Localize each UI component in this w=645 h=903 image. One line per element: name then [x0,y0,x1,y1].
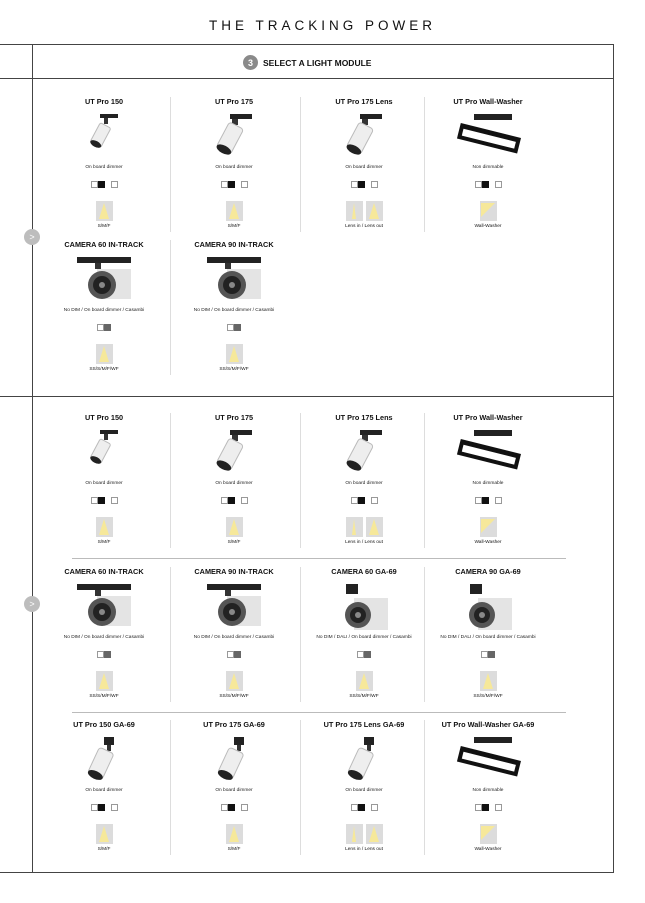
finish-swatches[interactable] [170,181,298,188]
product-image [40,255,168,306]
product-card[interactable] [300,567,428,702]
beam-angle-icon [366,824,383,844]
finish-swatches[interactable] [170,324,298,331]
column-divider [300,567,301,702]
beam-options [300,671,428,691]
dimming-option: On board dimmer [85,788,123,793]
beam-angle-icon [96,517,113,537]
product-card[interactable] [424,413,552,548]
beam-options [170,344,298,364]
beam-angle-icon [346,201,363,221]
row-divider [72,712,566,713]
finish-swatches[interactable] [300,651,428,658]
product-card[interactable] [424,97,552,232]
finish-swatch-white-black[interactable] [221,804,235,811]
beam-label: SS/S/M/F/WF [219,694,249,699]
product-card[interactable] [300,720,428,855]
white-swatch [475,181,482,188]
finish-swatch-white-black[interactable] [475,181,489,188]
white-swatch [221,181,228,188]
finish-swatch-white-grey[interactable] [227,651,241,658]
beam-angle-icon [480,671,497,691]
product-name: CAMERA 90 GA-69 [455,567,521,576]
product-image [170,735,298,788]
beam-angle-icon [480,824,497,844]
white-swatch[interactable] [495,804,502,811]
white-swatch [91,181,98,188]
dimming-option: On board dimmer [85,481,123,486]
column-divider [170,413,171,548]
beam-angle-icon [226,517,243,537]
step-indicator [243,55,371,70]
grey-swatch [488,651,495,658]
product-card[interactable] [300,97,428,232]
product-image [40,582,168,633]
beam-angle-icon [96,344,113,364]
dimming-option: Non dimmable [472,788,504,793]
finish-swatches[interactable] [40,181,168,188]
left-rule [32,45,33,78]
beam-label: SS/S/M/F/WF [219,367,249,372]
black-swatch [98,804,105,811]
finish-swatches[interactable] [424,181,552,188]
product-name: UT Pro 175 GA-69 [203,720,265,729]
beam-angle-icon [346,824,363,844]
product-card[interactable] [170,240,298,375]
column-divider [300,413,301,548]
beam-label: SS/S/M/F/WF [89,694,119,699]
beam-label: Lens in / Lens out [345,540,383,545]
beam-options [40,671,168,691]
step-label: SELECT A LIGHT MODULE [263,57,372,68]
black-swatch [228,804,235,811]
white-swatch[interactable] [241,804,248,811]
dimming-option: On board dimmer [345,165,383,170]
product-image [40,735,168,788]
white-swatch[interactable] [495,181,502,188]
white-swatch [227,651,234,658]
finish-swatch-white-black[interactable] [351,497,365,504]
beam-label: Lens in / Lens out [345,224,383,229]
finish-swatch-white-black[interactable] [475,497,489,504]
product-image [424,428,552,479]
product-image [300,735,428,788]
grey-swatch [104,324,111,331]
finish-swatch-white-black[interactable] [475,804,489,811]
grey-swatch [104,651,111,658]
product-image [424,112,552,163]
white-swatch [221,804,228,811]
white-swatch [351,497,358,504]
beam-label: S/M/F [227,847,241,852]
section-1-select-arrow[interactable]: > [24,229,40,245]
beam-label: Lens in / Lens out [345,847,383,852]
finish-swatch-white-grey[interactable] [357,651,371,658]
column-divider [170,567,171,702]
black-swatch [358,181,365,188]
beam-angle-icon [356,671,373,691]
product-name: UT Pro Wall-Washer [453,97,523,106]
product-card[interactable] [170,720,298,855]
product-name: UT Pro 150 [84,97,124,106]
beam-angle-icon [346,517,363,537]
product-card[interactable] [424,567,552,702]
product-image [40,428,168,473]
finish-swatches[interactable] [300,181,428,188]
white-swatch[interactable] [495,497,502,504]
beam-options [300,517,428,537]
black-swatch [98,181,105,188]
beam-label: SS/S/M/F/WF [89,367,119,372]
product-image [424,582,552,637]
beam-angle-icon [226,344,243,364]
column-divider [424,413,425,548]
dimming-option: No DIM / On board dimmer / Casambi [63,308,145,313]
white-swatch[interactable] [371,804,378,811]
beam-label: S/M/F [97,540,111,545]
page-title: THE TRACKING POWER [208,18,436,33]
beam-angle-icon [96,824,113,844]
beam-options [170,201,298,221]
black-swatch [228,181,235,188]
product-image [424,735,552,786]
product-card[interactable] [40,567,168,702]
white-swatch [221,497,228,504]
white-swatch[interactable] [371,497,378,504]
product-name: CAMERA 60 GA-69 [331,567,397,576]
beam-angle-icon [96,671,113,691]
beam-angle-icon [226,671,243,691]
product-name: CAMERA 60 IN-TRACK [64,240,144,249]
product-name: UT Pro 175 [214,97,254,106]
dimming-option: On board dimmer [215,165,253,170]
dimming-option: Non dimmable [472,481,504,486]
beam-options [424,824,552,844]
step-number-badge: 3 [243,55,258,70]
finish-swatch-white-grey[interactable] [481,651,495,658]
finish-swatches[interactable] [424,651,552,658]
grey-swatch [234,651,241,658]
white-swatch [91,497,98,504]
finish-swatch-white-grey[interactable] [227,324,241,331]
beam-options [40,517,168,537]
finish-swatches[interactable] [170,651,298,658]
product-card[interactable] [40,97,168,232]
product-image [170,582,298,633]
product-card[interactable] [424,720,552,855]
product-card[interactable] [300,413,428,548]
column-divider [170,720,171,855]
product-image [170,112,298,163]
beam-options [300,201,428,221]
product-image [170,255,298,306]
column-divider [170,97,171,232]
beam-angle-icon [226,824,243,844]
beam-label: S/M/F [227,540,241,545]
dimming-option: Non dimmable [472,165,504,170]
beam-options [424,201,552,221]
white-swatch [227,324,234,331]
product-card[interactable] [170,413,298,548]
white-swatch [481,651,488,658]
beam-options [170,824,298,844]
beam-label: Wall-Washer [474,540,502,545]
black-swatch [482,804,489,811]
beam-label: SS/S/M/F/WF [349,694,379,699]
product-card[interactable] [40,413,168,548]
finish-swatches[interactable] [170,497,298,504]
white-swatch [475,497,482,504]
dimming-option: No DIM / DALI / On board dimmer / Casambi [316,635,412,640]
product-name: UT Pro 175 Lens GA-69 [323,720,405,729]
column-divider [170,240,171,375]
product-name: CAMERA 90 IN-TRACK [194,240,274,249]
product-card[interactable] [40,720,168,855]
product-name: UT Pro 150 [84,413,124,422]
black-swatch [482,497,489,504]
black-swatch [98,497,105,504]
beam-options [40,201,168,221]
product-name: UT Pro 175 [214,413,254,422]
beam-label: S/M/F [97,224,111,229]
beam-angle-icon [366,201,383,221]
product-name: UT Pro Wall-Washer [453,413,523,422]
finish-swatches[interactable] [300,497,428,504]
white-swatch[interactable] [241,181,248,188]
dimming-option: No DIM / On board dimmer / Casambi [193,308,275,313]
beam-label: SS/S/M/F/WF [473,694,503,699]
finish-swatches[interactable] [40,804,168,811]
product-image [300,112,428,163]
finish-swatches[interactable] [40,651,168,658]
column-divider [300,97,301,232]
grey-swatch [234,324,241,331]
dimming-option: No DIM / DALI / On board dimmer / Casambi [440,635,536,640]
black-swatch [358,804,365,811]
left-rule [32,396,33,872]
finish-swatch-white-black[interactable] [221,497,235,504]
product-name: CAMERA 60 IN-TRACK [64,567,144,576]
white-swatch [357,651,364,658]
dimming-option: On board dimmer [215,481,253,486]
white-swatch[interactable] [111,804,118,811]
finish-swatch-white-black[interactable] [91,804,105,811]
finish-swatch-white-black[interactable] [91,497,105,504]
black-swatch [228,497,235,504]
beam-options [424,517,552,537]
section-2-select-arrow[interactable]: > [24,596,40,612]
product-name: UT Pro Wall-Washer GA-69 [441,720,535,729]
row-divider [72,558,566,559]
finish-swatches[interactable] [300,804,428,811]
finish-swatch-white-grey[interactable] [97,651,111,658]
beam-angle-icon [96,201,113,221]
product-image [170,428,298,479]
beam-label: S/M/F [227,224,241,229]
dimming-option: No DIM / On board dimmer / Casambi [63,635,145,640]
finish-swatches[interactable] [170,804,298,811]
white-swatch [91,804,98,811]
beam-angle-icon [480,201,497,221]
dimming-option: No DIM / On board dimmer / Casambi [193,635,275,640]
beam-angle-icon [480,517,497,537]
column-divider [300,720,301,855]
white-swatch [97,651,104,658]
dimming-option: On board dimmer [345,788,383,793]
beam-label: Wall-Washer [474,847,502,852]
finish-swatch-white-black[interactable] [221,181,235,188]
product-name: UT Pro 150 GA-69 [73,720,135,729]
product-name: CAMERA 90 IN-TRACK [194,567,274,576]
dimming-option: On board dimmer [345,481,383,486]
step-header [0,44,614,79]
white-swatch [351,181,358,188]
product-image [300,582,428,637]
finish-swatch-white-black[interactable] [351,804,365,811]
column-divider [424,567,425,702]
finish-swatches[interactable] [40,497,168,504]
beam-options [300,824,428,844]
finish-swatch-white-black[interactable] [351,181,365,188]
product-card[interactable] [40,240,168,375]
white-swatch [97,324,104,331]
black-swatch [358,497,365,504]
dimming-option: On board dimmer [85,165,123,170]
white-swatch[interactable] [241,497,248,504]
white-swatch [351,804,358,811]
white-swatch [475,804,482,811]
finish-swatches[interactable] [424,804,552,811]
white-swatch[interactable] [111,497,118,504]
product-name: UT Pro 175 Lens [335,413,393,422]
beam-label: Wall-Washer [474,224,502,229]
beam-options [40,344,168,364]
white-swatch[interactable] [371,181,378,188]
column-divider [424,720,425,855]
dimming-option: On board dimmer [215,788,253,793]
grey-swatch [364,651,371,658]
column-divider [424,97,425,232]
product-card[interactable] [170,567,298,702]
beam-label: S/M/F [97,847,111,852]
beam-angle-icon [366,517,383,537]
finish-swatches[interactable] [40,324,168,331]
finish-swatch-white-grey[interactable] [97,324,111,331]
beam-angle-icon [226,201,243,221]
beam-options [424,671,552,691]
product-image [40,112,168,157]
product-name: UT Pro 175 Lens [335,97,393,106]
black-swatch [482,181,489,188]
product-card[interactable] [170,97,298,232]
product-image [300,428,428,479]
white-swatch[interactable] [111,181,118,188]
beam-options [170,671,298,691]
finish-swatch-white-black[interactable] [91,181,105,188]
beam-options [170,517,298,537]
finish-swatches[interactable] [424,497,552,504]
beam-options [40,824,168,844]
